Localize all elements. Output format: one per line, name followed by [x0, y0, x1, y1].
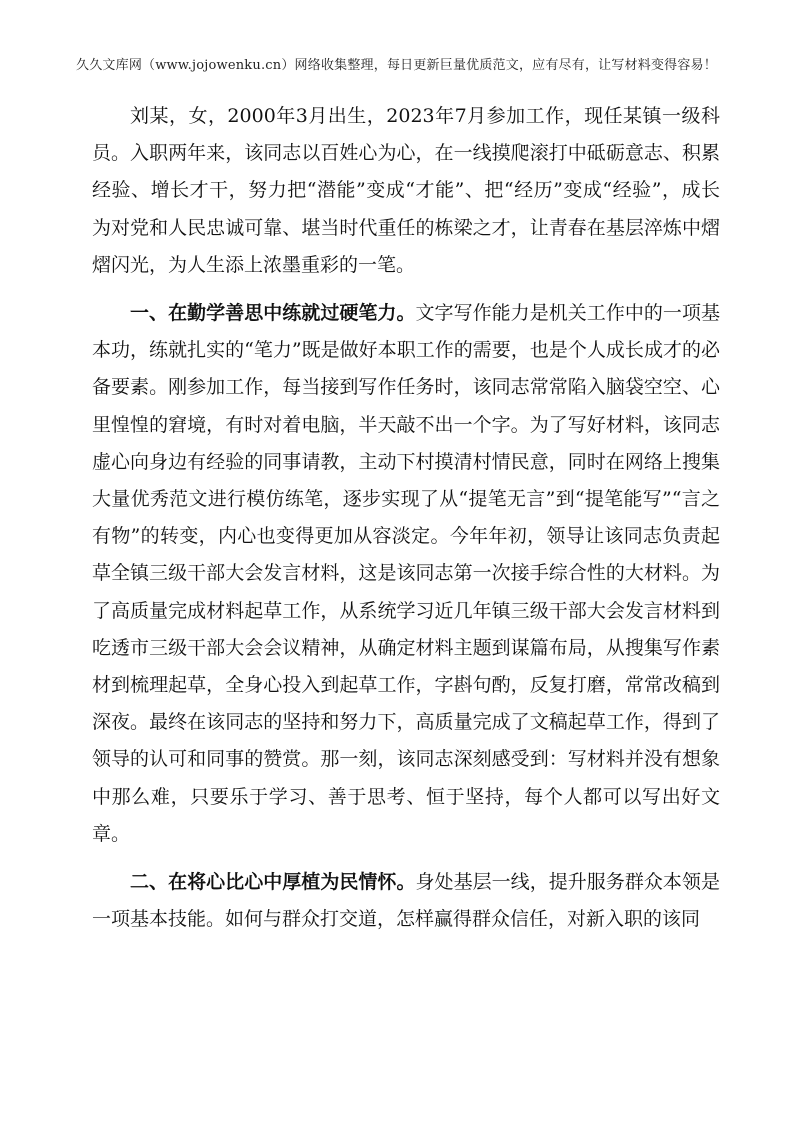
section-text-2: 身处基层一线，提升服务群众本领是一项基本技能。如何与群众打交道，怎样赢得群众信任，对新入职的该同	[92, 871, 720, 931]
document-body	[92, 98, 720, 938]
header-source-note: 久久文库网（www.jojowenku.cn）网络收集整理，每日更新巨量优质范文，应有尽有，让写材料变得容易！	[76, 58, 717, 73]
section-heading-2: 二、在将心比心中厚植为民情怀。	[130, 871, 416, 894]
section-paragraph-1	[92, 295, 720, 853]
section-paragraph-2	[92, 864, 720, 938]
intro-paragraph: 刘某，女，2000年3月出生，2023年7月参加工作，现任某镇一级科员。入职两年来，该同志以百姓心为心，在一线摸爬滚打中砥砺意志、积累经验、增长才干，努力把“潜能”变成“才能”、把“经历”变成“经验”，成长为对党和人民忠诚可靠、堪当时代重任的栋梁之才，让青春在基层淬炼中熠熠闪光，为人生添上浓墨重彩的一笔。	[92, 105, 720, 276]
section-heading-1: 一、在勤学善思中练就过硬笔力。	[130, 302, 416, 325]
section-text-1: 文字写作能力是机关工作中的一项基本功，练就扎实的“笔力”既是做好本职工作的需要，也是个人成长成才的必备要素。刚参加工作，每当接到写作任务时，该同志常常陷入脑袋空空、心里惶惶的窘境，有时对着电脑，半天敲不出一个字。为了写好材料，该同志虚心向身边有经验的同事请教，主动下村摸清村情民意，同时在网络上搜集大量优秀范文进行模仿练笔，逐步实现了从“提笔无言”到“提笔能写”“言之有物”的转变，内心也变得更加从容淡定。今年年初，领导让该同志负责起草全镇三级干部大会发言材料，这是该同志第一次接手综合性的大材料。为了高质量完成材料起草工作，从系统学习近几年镇三级干部大会发言材料到吃透市三级干部大会会议精神，从确定材料主题到谋篇布局，从搜集写作素材到梳理起草，全身心投入到起草工作，字斟句酌，反复打磨，常常改稿到深夜。最终在该同志的坚持和努力下，高质量完成了文稿起草工作，得到了领导的认可和同事的赞赏。那一刻，该同志深刻感受到：写材料并没有想象中那么难，只要乐于学习、善于思考、恒于坚持，每个人都可以写出好文章。	[92, 302, 720, 845]
